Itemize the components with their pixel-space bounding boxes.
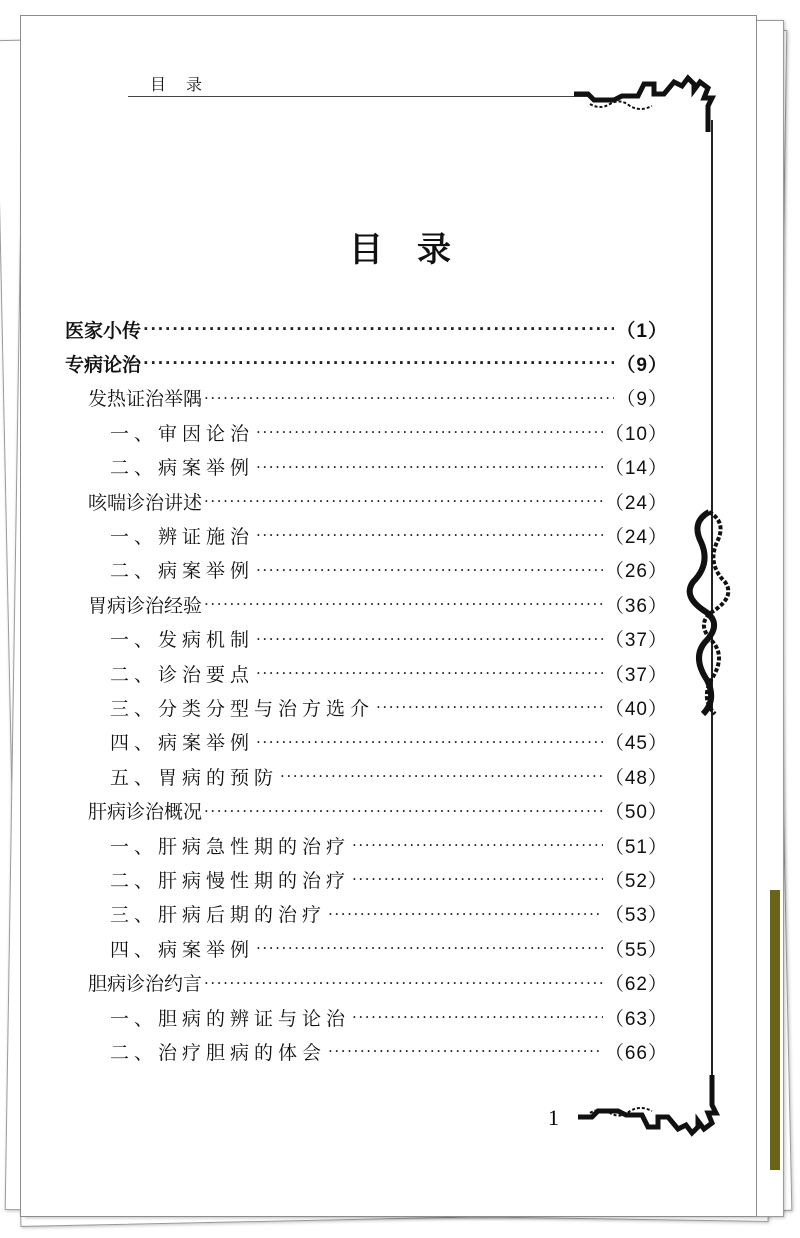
toc-entry-page: （24） [604,492,668,514]
dot-leader [204,595,603,613]
dot-leader [280,767,603,785]
toc-entry-label: 一、肝病急性期的治疗 [110,835,351,858]
toc-entry-page: （48） [604,767,668,789]
dot-leader [143,354,614,372]
dot-leader [376,698,603,716]
toc-entry[interactable] [0,727,668,757]
toc-entry[interactable] [0,933,668,963]
toc-entry-page: （36） [604,595,668,617]
toc-entry[interactable] [0,864,668,894]
dot-leader [256,733,603,751]
dot-leader [352,1008,603,1026]
toc-entry-page: （14） [604,458,668,480]
toc-entry-label: 三、肝病后期的治疗 [110,904,327,927]
toc-entry-page: （66） [604,1042,668,1064]
dot-leader [256,664,603,682]
toc-entry[interactable] [0,796,668,826]
toc-entry-page: （37） [604,664,668,686]
toc-entry-label: 肝病诊治概况 [88,801,203,824]
toc-entry[interactable] [0,1002,668,1032]
toc-entry-page: （51） [604,836,668,858]
toc-entry-label: 一、辨证施治 [110,525,255,548]
toc-entry-page: （45） [604,733,668,755]
toc-entry-label: 二、病案举例 [110,560,255,583]
toc-entry-label: 胃病诊治经验 [88,594,203,617]
back-sheet-cover-edge [770,890,780,1170]
toc-entry-label: 发热证治举隅 [88,388,203,411]
dot-leader [352,870,603,888]
dot-leader [256,526,603,544]
toc-entry-label: 四、病案举例 [110,938,255,961]
toc-entry[interactable] [0,486,668,516]
toc-entry-label: 二、肝病慢性期的治疗 [110,869,351,892]
header-rule [128,96,588,97]
toc-entry-label: 咳喘诊治讲述 [88,491,203,514]
toc-entry-label: 一、胆病的辨证与论治 [110,1007,351,1030]
toc-entry-label: 三、分类分型与治方选介 [110,697,375,720]
toc-entry-page: （40） [604,698,668,720]
toc-entry[interactable] [0,383,668,413]
toc-entry[interactable] [0,589,668,619]
toc-entry[interactable] [0,761,668,791]
toc-entry-page: （9） [616,389,668,411]
toc-entry-page: （55） [604,939,668,961]
toc-entry[interactable] [0,314,668,344]
dot-leader [143,320,614,338]
toc-entry-page: （53） [604,905,668,927]
dot-leader [256,423,603,441]
toc-entry-page: （26） [604,561,668,583]
toc-entry-page: （37） [604,630,668,652]
dot-leader [256,458,603,476]
toc-entry[interactable] [0,968,668,998]
toc-entry-label: 二、诊治要点 [110,663,255,686]
toc-entry-page: （9） [616,354,668,376]
toc-entry-label: 医家小传 [65,319,142,342]
toc-entry-label: 专病论治 [65,353,142,376]
toc-entry[interactable] [0,899,668,929]
toc-entry[interactable] [0,520,668,550]
toc-entry[interactable] [0,830,668,860]
side-ornament [684,508,734,720]
toc-entry[interactable] [0,1036,668,1066]
toc-entry-label: 一、发病机制 [110,629,255,652]
toc-entry-label: 一、审因论治 [110,422,255,445]
toc-entry-page: （10） [604,423,668,445]
running-header: 目录 [150,75,223,94]
toc-entry-page: （50） [604,802,668,824]
toc-entry-label: 二、病案举例 [110,457,255,480]
toc-entry[interactable] [0,692,668,722]
dot-leader [256,630,603,648]
toc-entry[interactable] [0,452,668,482]
dot-leader [256,561,603,579]
toc-entry-label: 胆病诊治约言 [88,973,203,996]
toc-entry-label: 五、胃病的预防 [110,766,279,789]
dot-leader [328,905,603,923]
toc-entry[interactable] [0,555,668,585]
toc-entry-page: （24） [604,526,668,548]
toc-entry-page: （1） [616,320,668,342]
dot-leader [352,836,603,854]
toc-entry-label: 二、治疗胆病的体会 [110,1041,327,1064]
dot-leader [256,939,603,957]
toc-entry-page: （62） [604,974,668,996]
dot-leader [328,1042,603,1060]
dot-leader [204,389,614,407]
toc-entry-page: （52） [604,870,668,892]
dot-leader [204,974,603,992]
toc-entry[interactable] [0,348,668,378]
toc-entry[interactable] [0,417,668,447]
corner-ornament-bottom [570,1075,722,1155]
dot-leader [204,802,603,820]
toc-entry[interactable] [0,658,668,688]
toc-entry-label: 四、病案举例 [110,732,255,755]
dot-leader [204,492,603,510]
page-title: 目录 [349,230,485,270]
corner-ornament-top [570,72,722,132]
page-number: 1 [548,1105,559,1130]
toc-entry-page: （63） [604,1008,668,1030]
toc-entry[interactable] [0,624,668,654]
